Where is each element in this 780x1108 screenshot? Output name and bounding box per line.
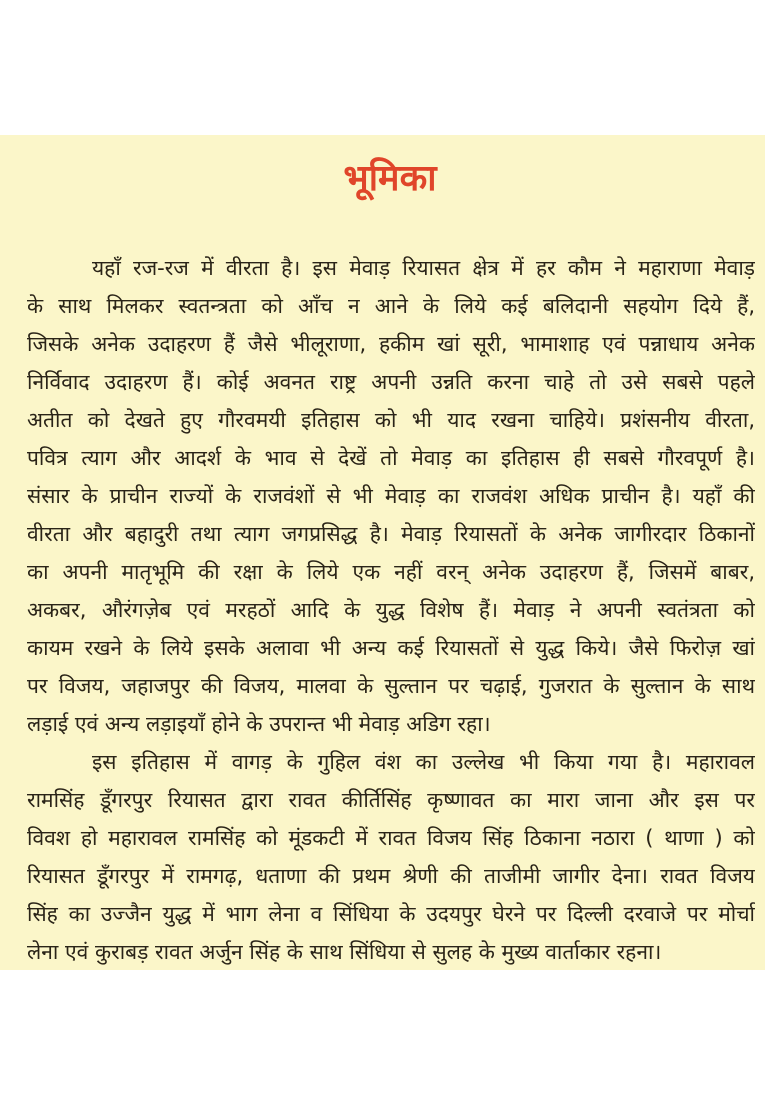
text-line: पर विजय, जहाजपुर की विजय, मालवा के सुल्तान पर चढ़ाई, गुजरात के सुल्तान के साथ — [27, 674, 755, 698]
text-line: अकबर, औरंगज़ेब एवं मरहठों आदि के युद्ध विशेष हैं। मेवाड़ ने अपनी स्वतंत्रता को — [27, 598, 755, 622]
body-text — [27, 249, 755, 971]
text-line: सिंह का उज्जैन युद्ध में भाग लेना व सिंधिया के उदयपुर घेरने पर दिल्ली दरवाजे पर मोर्चा — [27, 902, 755, 926]
text-line: रामसिंह डूँगरपुर रियासत द्वारा रावत कीर्तिसिंह कृष्णावत का मारा जाना और इस पर — [27, 788, 755, 812]
text-line: निर्विवाद उदाहरण हैं। कोई अवनत राष्ट्र अपनी उन्नति करना चाहे तो उसे सबसे पहले — [27, 370, 755, 394]
text-line: पवित्र त्याग और आदर्श के भाव से देखें तो मेवाड़ का इतिहास ही सबसे गौरवपूर्ण है। — [27, 446, 755, 470]
text-line: अतीत को देखते हुए गौरवमयी इतिहास को भी याद रखना चाहिये। प्रशंसनीय वीरता, — [27, 408, 755, 432]
text-line: जिसके अनेक उदाहरण हैं जैसे भीलूराणा, हकीम खां सूरी, भामाशाह एवं पन्नाधाय अनेक — [27, 332, 755, 356]
text-line: लेना एवं कुराबड़ रावत अर्जुन सिंह के साथ सिंधिया से सुलह के मुख्य वार्ताकार रहना। — [27, 940, 662, 964]
text-line: इस इतिहास में वागड़ के गुहिल वंश का उल्लेख भी किया गया है। महारावल — [92, 750, 755, 774]
text-line: विवश हो महारावल रामसिंह को मूंडकटी में रावत विजय सिंह ठिकाना नठारा ( थाणा ) को — [27, 826, 755, 850]
text-line: का अपनी मातृभूमि की रक्षा के लिये एक नहीं वरन् अनेक उदाहरण हैं, जिसमें बाबर, — [27, 560, 755, 584]
text-line: कायम रखने के लिये इसके अलावा भी अन्य कई रियासतों से युद्ध किये। जैसे फिरोज़ खां — [27, 636, 755, 660]
text-line: के साथ मिलकर स्वतन्त्रता को आँच न आने के लिये कई बलिदानी सहयोग दिये हैं, — [27, 294, 755, 318]
text-line: यहाँ रज-रज में वीरता है। इस मेवाड़ रियासत क्षेत्र में हर कौम ने महाराणा मेवाड़ — [92, 256, 755, 280]
text-line: रियासत डूँगरपुर में रामगढ़, धताणा की प्रथम श्रेणी की ताजीमी जागीर देना। रावत विजय — [27, 864, 755, 888]
text-line: संसार के प्राचीन राज्यों के राजवंशों से भी मेवाड़ का राजवंश अधिक प्राचीन है। यहाँ की — [27, 484, 755, 508]
text-line: लड़ाई एवं अन्य लड़ाइयाँ होने के उपरान्त भी मेवाड़ अडिग रहा। — [27, 712, 491, 736]
page-title: भूमिका — [343, 158, 437, 199]
text-line: वीरता और बहादुरी तथा त्याग जगप्रसिद्ध है। मेवाड़ रियासतों के अनेक जागीरदार ठिकानों — [27, 522, 755, 546]
